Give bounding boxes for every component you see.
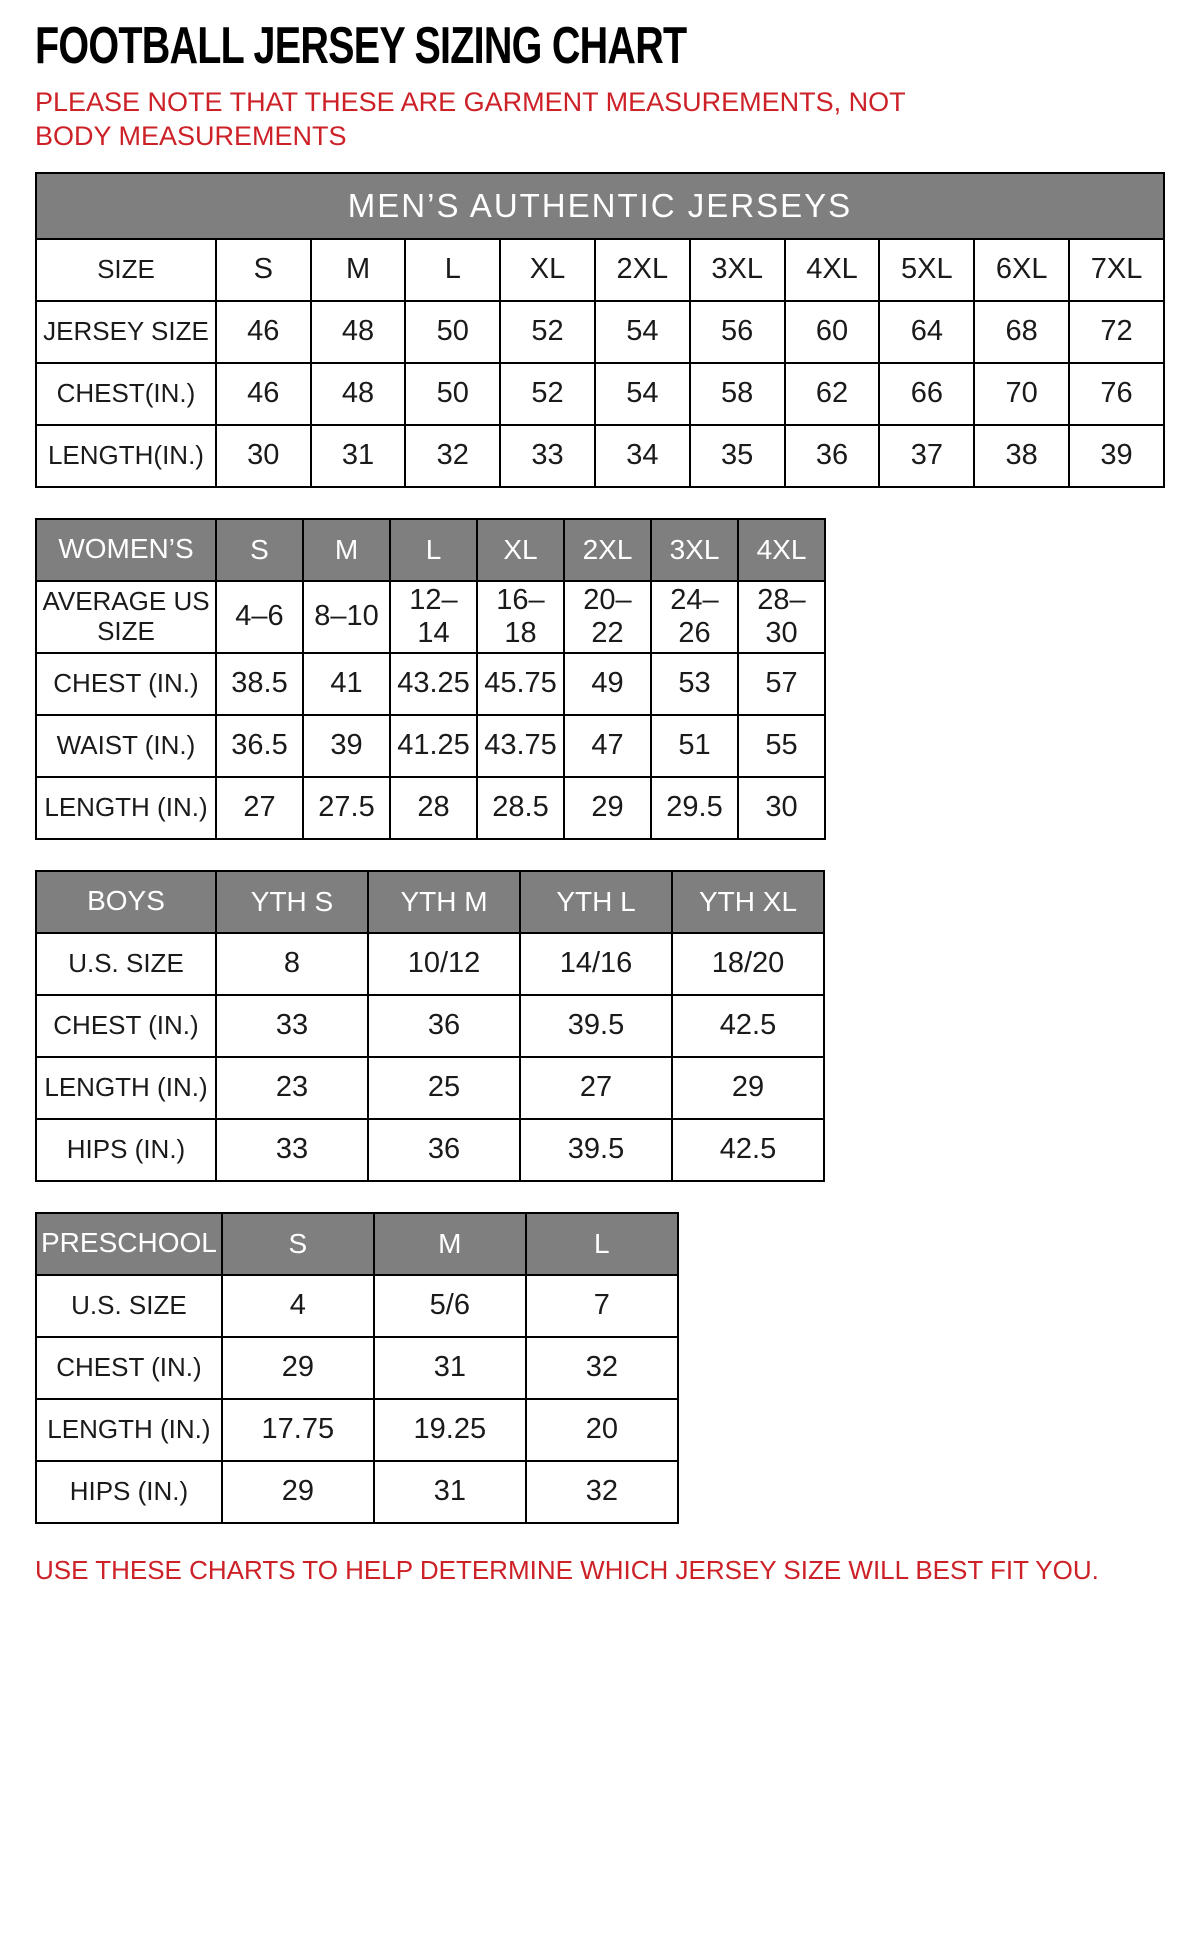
womens-size-header: L <box>390 519 477 581</box>
table-cell: 32 <box>526 1461 678 1523</box>
preschool-size-header: S <box>222 1213 374 1275</box>
preschool-table-head <box>36 1213 678 1275</box>
table-cell: 2XL <box>595 239 690 301</box>
table-cell: 42.5 <box>672 995 824 1057</box>
table-cell: 10/12 <box>368 933 520 995</box>
table-cell: 72 <box>1069 301 1164 363</box>
mens-table-head <box>36 173 1164 239</box>
womens-table-head <box>36 519 825 581</box>
table-row <box>36 1275 678 1337</box>
boys-size-header: YTH XL <box>672 871 824 933</box>
row-label: CHEST (IN.) <box>36 653 216 715</box>
table-cell: 8–10 <box>303 581 390 653</box>
boys-size-header: YTH M <box>368 871 520 933</box>
table-cell: 18/20 <box>672 933 824 995</box>
table-cell: 4–6 <box>216 581 303 653</box>
table-cell: 29 <box>564 777 651 839</box>
table-cell: 19.25 <box>374 1399 526 1461</box>
fit-advice-note: USE THESE CHARTS TO HELP DETERMINE WHICH JERSEY SIZE WILL BEST FIT YOU. <box>35 1554 1099 1585</box>
womens-size-header: XL <box>477 519 564 581</box>
table-cell: 4 <box>222 1275 374 1337</box>
table-cell: 36 <box>368 995 520 1057</box>
table-cell: 30 <box>738 777 825 839</box>
table-cell: 12–14 <box>390 581 477 653</box>
table-cell: 39.5 <box>520 995 672 1057</box>
table-cell: XL <box>500 239 595 301</box>
table-row <box>36 425 1164 487</box>
table-cell: 54 <box>595 301 690 363</box>
table-cell: 3XL <box>690 239 785 301</box>
table-cell: 52 <box>500 301 595 363</box>
table-cell: 54 <box>595 363 690 425</box>
table-row <box>36 1399 678 1461</box>
table-cell: 39 <box>1069 425 1164 487</box>
womens-table-body <box>36 581 825 839</box>
womens-size-header: 3XL <box>651 519 738 581</box>
preschool-size-header: M <box>374 1213 526 1275</box>
table-cell: 48 <box>311 301 406 363</box>
table-cell: M <box>311 239 406 301</box>
table-cell: 41.25 <box>390 715 477 777</box>
table-cell: S <box>216 239 311 301</box>
table-row <box>36 1119 824 1181</box>
table-cell: 39 <box>303 715 390 777</box>
row-label: LENGTH(IN.) <box>36 425 216 487</box>
preschool-table-body <box>36 1275 678 1523</box>
table-cell: 29 <box>672 1057 824 1119</box>
table-row <box>36 1461 678 1523</box>
mens-authentic-jerseys-banner: MEN’S AUTHENTIC JERSEYS <box>36 173 1164 239</box>
table-cell: 24–26 <box>651 581 738 653</box>
table-cell: 48 <box>311 363 406 425</box>
table-cell: 56 <box>690 301 785 363</box>
boys-table-head <box>36 871 824 933</box>
table-cell: 28.5 <box>477 777 564 839</box>
table-cell: 47 <box>564 715 651 777</box>
womens-size-header: M <box>303 519 390 581</box>
table-cell: 31 <box>374 1337 526 1399</box>
row-label: CHEST (IN.) <box>36 995 216 1057</box>
table-row <box>36 1337 678 1399</box>
table-cell: 41 <box>303 653 390 715</box>
table-cell: 5/6 <box>374 1275 526 1337</box>
table-cell: 60 <box>785 301 880 363</box>
table-cell: 33 <box>216 995 368 1057</box>
table-row <box>36 715 825 777</box>
table-cell: 8 <box>216 933 368 995</box>
table-cell: 76 <box>1069 363 1164 425</box>
row-label: LENGTH (IN.) <box>36 777 216 839</box>
row-label: SIZE <box>36 239 216 301</box>
table-cell: 49 <box>564 653 651 715</box>
table-cell: 50 <box>405 363 500 425</box>
table-row <box>36 1057 824 1119</box>
mens-authentic-jerseys-table <box>35 172 1165 488</box>
table-cell: 36 <box>785 425 880 487</box>
boys-header-label: BOYS <box>36 871 216 933</box>
table-cell: 62 <box>785 363 880 425</box>
page-title: FOOTBALL JERSEY SIZING CHART <box>35 17 687 75</box>
table-cell: 29 <box>222 1337 374 1399</box>
table-row <box>36 933 824 995</box>
table-cell: 27 <box>520 1057 672 1119</box>
row-label: LENGTH (IN.) <box>36 1057 216 1119</box>
mens-table-body <box>36 239 1164 487</box>
table-cell: 27.5 <box>303 777 390 839</box>
row-label: LENGTH (IN.) <box>36 1399 222 1461</box>
table-cell: 70 <box>974 363 1069 425</box>
table-cell: 43.25 <box>390 653 477 715</box>
table-cell: 31 <box>311 425 406 487</box>
table-row <box>36 653 825 715</box>
table-cell: 36 <box>368 1119 520 1181</box>
row-label: CHEST(IN.) <box>36 363 216 425</box>
table-cell: 52 <box>500 363 595 425</box>
womens-table <box>35 518 826 840</box>
table-cell: 16–18 <box>477 581 564 653</box>
table-cell: 4XL <box>785 239 880 301</box>
table-row <box>36 363 1164 425</box>
garment-measurements-note: PLEASE NOTE THAT THESE ARE GARMENT MEASUREMENTS, NOT BODY MEASUREMENTS <box>35 87 906 151</box>
preschool-header-row <box>36 1213 678 1275</box>
row-label: AVERAGE US SIZE <box>36 581 216 653</box>
table-cell: 20 <box>526 1399 678 1461</box>
table-cell: 5XL <box>879 239 974 301</box>
table-cell: 6XL <box>974 239 1069 301</box>
womens-size-header: S <box>216 519 303 581</box>
table-cell: 29 <box>222 1461 374 1523</box>
preschool-table <box>35 1212 679 1524</box>
row-label: WAIST (IN.) <box>36 715 216 777</box>
womens-header-row <box>36 519 825 581</box>
table-cell: 34 <box>595 425 690 487</box>
table-cell: L <box>405 239 500 301</box>
row-label: HIPS (IN.) <box>36 1461 222 1523</box>
table-cell: 68 <box>974 301 1069 363</box>
boys-size-header: YTH S <box>216 871 368 933</box>
table-cell: 53 <box>651 653 738 715</box>
table-cell: 20–22 <box>564 581 651 653</box>
table-cell: 27 <box>216 777 303 839</box>
table-cell: 38 <box>974 425 1069 487</box>
row-label: JERSEY SIZE <box>36 301 216 363</box>
row-label: HIPS (IN.) <box>36 1119 216 1181</box>
table-cell: 25 <box>368 1057 520 1119</box>
table-cell: 14/16 <box>520 933 672 995</box>
table-cell: 58 <box>690 363 785 425</box>
boys-table-body <box>36 933 824 1181</box>
boys-size-header: YTH L <box>520 871 672 933</box>
table-cell: 30 <box>216 425 311 487</box>
table-cell: 31 <box>374 1461 526 1523</box>
table-cell: 32 <box>405 425 500 487</box>
womens-size-header: 2XL <box>564 519 651 581</box>
table-row <box>36 301 1164 363</box>
table-cell: 35 <box>690 425 785 487</box>
table-cell: 33 <box>500 425 595 487</box>
table-cell: 23 <box>216 1057 368 1119</box>
table-cell: 28 <box>390 777 477 839</box>
table-cell: 57 <box>738 653 825 715</box>
table-cell: 7 <box>526 1275 678 1337</box>
table-cell: 7XL <box>1069 239 1164 301</box>
table-row <box>36 581 825 653</box>
womens-size-header: 4XL <box>738 519 825 581</box>
row-label: U.S. SIZE <box>36 1275 222 1337</box>
table-cell: 55 <box>738 715 825 777</box>
table-row <box>36 995 824 1057</box>
table-cell: 46 <box>216 301 311 363</box>
table-cell: 32 <box>526 1337 678 1399</box>
table-cell: 43.75 <box>477 715 564 777</box>
boys-table <box>35 870 825 1182</box>
table-cell: 64 <box>879 301 974 363</box>
table-cell: 39.5 <box>520 1119 672 1181</box>
table-cell: 29.5 <box>651 777 738 839</box>
table-cell: 17.75 <box>222 1399 374 1461</box>
table-cell: 42.5 <box>672 1119 824 1181</box>
row-label: U.S. SIZE <box>36 933 216 995</box>
table-row <box>36 239 1164 301</box>
table-cell: 45.75 <box>477 653 564 715</box>
table-cell: 38.5 <box>216 653 303 715</box>
table-cell: 66 <box>879 363 974 425</box>
table-cell: 46 <box>216 363 311 425</box>
table-cell: 37 <box>879 425 974 487</box>
boys-header-row <box>36 871 824 933</box>
table-cell: 50 <box>405 301 500 363</box>
table-cell: 28–30 <box>738 581 825 653</box>
table-row <box>36 777 825 839</box>
preschool-header-label: PRESCHOOL <box>36 1213 222 1275</box>
womens-header-label: WOMEN’S <box>36 519 216 581</box>
table-cell: 33 <box>216 1119 368 1181</box>
table-cell: 51 <box>651 715 738 777</box>
table-cell: 36.5 <box>216 715 303 777</box>
row-label: CHEST (IN.) <box>36 1337 222 1399</box>
preschool-size-header: L <box>526 1213 678 1275</box>
